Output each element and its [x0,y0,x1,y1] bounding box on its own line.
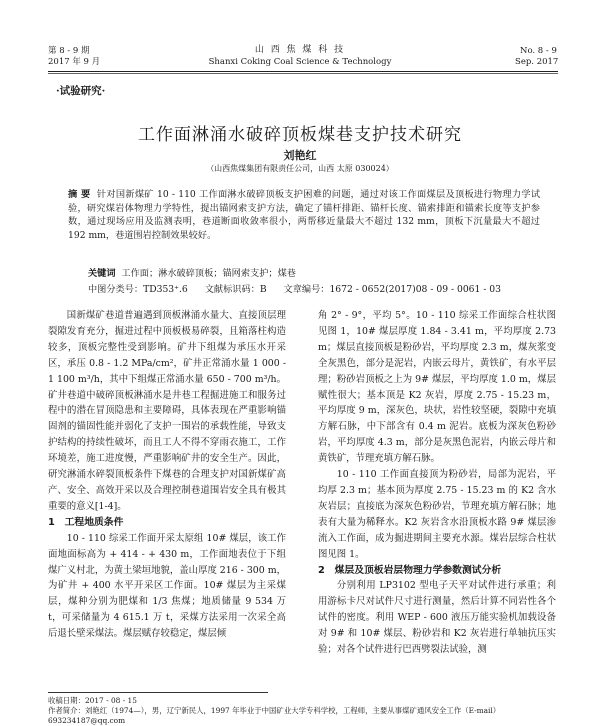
roof-description-paragraph: 10 - 110 工作面直接顶为粉砂岩，局部为泥岩，平均厚 2.3 m；基本顶为厚度 2.75 - 15.23 m 的 K2 含水灰岩层；直接底为深灰色粉砂岩，节理充填方解石脉；地表有大量为稀释水。K2 灰岩含水沿顶板水路 9# 煤层渗流入工作面，成为掘进期间主要充水源。煤岩层综合柱状图见图 1。 [318,469,556,560]
section-heading-2: 2 煤层及顶板岩层物理力学参数测试分析 [318,564,502,576]
right-column [318,308,556,658]
document-code: 文献标识码：B [204,284,267,295]
header-rule-thin [48,73,558,74]
author-email: （E-mail）693234187@qq.com [48,706,501,725]
testing-paragraph: 分别利用 LP3102 型电子天平对试件进行承重；利用游标卡尺对试件尺寸进行测量，然后计算不同岩性各个试件的密度。利用 WEP - 600 液压万能实验机加载设备对 9# 和 10# 煤层、粉砂岩和 K2 灰岩进行单轴抗压实验；对各个试件进行巴西劈裂法试验，测 [318,580,556,656]
received-date: 收稿日期：2017 - 08 - 15 [48,696,137,705]
journal-title-cn: 山 西 焦 煤 科 技 [254,45,346,55]
issue-number-right: No. 8 - 9 [520,46,557,56]
section-heading-1: 1 工程地质条件 [48,516,124,528]
header-rule [48,71,558,72]
author-name: 刘艳红 [283,149,317,162]
journal-title-en: Shanxi Coking Coal Science & Technology [208,57,392,67]
abstract [68,188,540,242]
keywords-label: 关键词 [88,268,116,279]
geology-paragraph: 10 - 110 综采工作面开采太原组 10# 煤层，该工作面地面标高为 + 414 - + 430 m，工作面地表位于下组煤广义村北，为黄土梁垣地貌，盖山厚度 216 - 300 m，为矿井 + 400 水平开采区工作面。10# 煤层为主采煤层，煤种分别为肥煤和 1/3 焦煤；地质储量 9 534 万 t，可采储量为 4 615.1 万 t，采煤方法采用一次采全高后退长壁采煤法。煤层赋存较稳定，煤层倾 [48,532,286,640]
affiliation: （山西焦煤集团有限责任公司，山西 太原 030024） [206,164,394,173]
section-tag: ·试验研究· [56,85,106,97]
keywords-text: 工作面；淋水破碎顶板；锚网索支护；煤巷 [121,268,296,279]
footnote [48,696,568,726]
intro-paragraph: 国新煤矿巷道普遍遇到顶板淋涌水量大、直接顶层理裂隙发育充分，掘进过程中顶板极易碎裂，且箱落柱构造较多，顶板完整性受到影响。矿井下组煤为承压水开采区，承压 0.8 - 1.2 MPa/cm²，矿井正常涌水量 1 000 - 1 100 m³/h，其中下组煤正常涌水量 650 - 700 m³/h。矿井巷道中破碎顶板淋涌水是井巷工程掘进施工和服务过程中的潜在冒顶隐患和主要障碍，具体表现在严重影响锚固剂的锚固性能并弱化了支护一围岩的承载性能，导致支护结构的持续性破坏，而且工人不得不穿雨衣施工，工作环境差，施工进度慢，严重影响矿井的安全生产。因此，研究淋涌水碎裂顶板条件下煤巷的合理支护对国新煤矿高产、安全、高效开采以及合理控制巷道围岩安全具有极其重要的意义[1-4]。 [48,310,286,512]
issue-number-left: 第 8 - 9 期 [48,46,90,56]
abstract-label: 摘 要 [68,189,91,200]
date-right: Sep. 2017 [515,57,559,67]
author-bio [48,706,568,726]
date-left: 2017 年 9 月 [48,57,101,67]
clc-number: 中图分类号：TD353⁺.6 [88,284,188,295]
footnote-rule [48,692,268,693]
paper-title: 工作面淋涌水破碎顶板煤巷支护技术研究 [138,125,462,145]
classification-line [88,281,515,295]
geology-continued-paragraph: 角 2° - 9°，平均 5°。10 - 110 综采工作面综合柱状图见图 1，10# 煤层厚度 1.84 - 3.41 m，平均厚度 2.73 m；煤层直接顶板是粉砂岩，平均厚度 2.3 m，煤灰浆变全灰黑色，部分是泥岩，内嵌云母片，黄铁矿，有水平层理；粉砂岩顶板之上为 9# 煤层，平均厚度 1.0 m，煤层赋性很大；基本顶是 K2 灰岩，厚度 2.75 - 15.23 m，平均厚度 9 m，深灰色，块状，岩性较坚硬，裂隙中充填方解石脉，中下部含有 0.4 m 泥岩。底板为深灰色粉砂岩，平均厚度 4.3 m，部分是灰黑色泥岩，内嵌云母片和黄铁矿，节理充填方解石脉。 [318,310,556,465]
left-column [48,308,286,642]
author-bio-text: 作者简介：刘艳红（1974—），男，辽宁新民人，1997 年毕业于中国矿业大学专科学校，工程师，主要从事煤矿通风安全工作 [48,706,462,715]
article-number: 文章编号：1672 - 0652(2017)08 - 09 - 0061 - 03 [283,284,502,295]
abstract-text: 针对国新煤矿 10 - 110 工作面淋水破碎顶板支护困难的问题，通过对该工作面煤层及顶板进行物理力学试验，研究煤岩体物理力学特性，提出锚网索支护方法，确定了锚杆排距、锚杆长度、锚索排距和锚索长度等支护参数，通过现场应用及监测表明，巷道断面收敛率很小，两帮移近量最大不超过 132 mm，顶板下沉量最大不超过 192 mm，巷道围岩控制效果较好。 [68,189,541,241]
keywords-line [88,265,296,279]
